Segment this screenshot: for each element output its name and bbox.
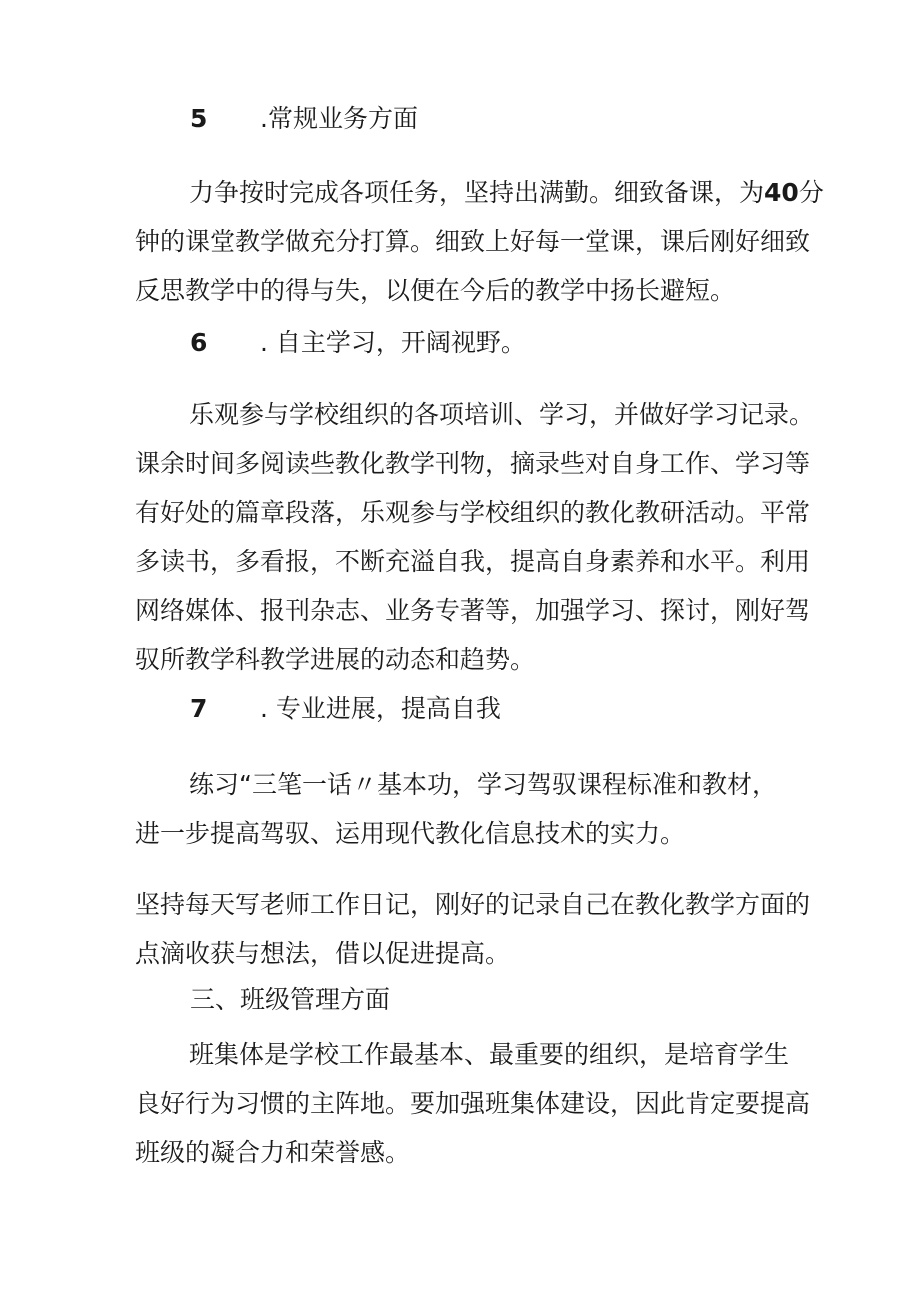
text-line: 有好处的篇章段落，乐观参与学校组织的教化教研活动。平常 [135,498,811,527]
text-line: 班集体是学校工作最基本、最重要的组织，是培育学生 [189,1040,790,1069]
text-line: 反思教学中的得与失，以便在今后的教学中扬长避短。 [135,276,736,305]
text-line: 网络媒体、报刊杂志、业务专著等，加强学习、探讨，刚好驾 [135,596,811,625]
section-title: . 自主学习，开阔视野。 [260,328,526,357]
text-span: 分 [798,178,824,207]
text-line: 乐观参与学校组织的各项培训、学习，并做好学习记录。 [189,400,815,429]
text-line: 班级的凝合力和荣誉感。 [135,1138,411,1167]
number-span: 40 [764,178,799,207]
paragraph [135,390,815,684]
text-line: 驭所教学科教学进展的动态和趋势。 [135,645,536,674]
section-number: 6 [190,328,208,357]
text-line: 练习“三笔一话〃基本功，学习驾驭课程标准和教材， [189,770,777,799]
section-number: 5 [190,104,208,133]
paragraph [135,880,811,978]
text-line: 钟的课堂教学做充分打算。细致上好每一堂课，课后刚好细致 [135,227,811,256]
text-line: 良好行为习惯的主阵地。要加强班集体建设，因此肯定要提高 [135,1089,811,1118]
paragraph [135,168,824,315]
section-heading-3 [190,985,390,1015]
text-line: 点滴收获与想法，借以促进提高。 [135,939,511,968]
text-line: 进一步提高驾驭、运用现代教化信息技术的实力。 [135,819,686,848]
paragraph [135,1030,811,1177]
text-line: 课余时间多阅读些教化教学刊物，摘录些对自身工作、学习等 [135,449,811,478]
section-title: .常规业务方面 [260,104,418,133]
section-title: 三、班级管理方面 [190,985,391,1014]
text-line: 多读书，多看报，不断充溢自我，提高自身素养和水平。利用 [135,547,811,576]
text-span: 力争按时完成各项任务，坚持出满勤。细致备课，为 [189,178,765,207]
section-number: 7 [190,694,208,723]
text-line [135,168,824,217]
section-heading-6 [190,328,526,358]
section-title: . 专业进展，提高自我 [260,694,501,723]
section-heading-5 [190,104,418,134]
text-line: 坚持每天写老师工作日记，刚好的记录自己在教化教学方面的 [135,890,811,919]
section-heading-7 [190,694,501,724]
paragraph [135,760,805,858]
